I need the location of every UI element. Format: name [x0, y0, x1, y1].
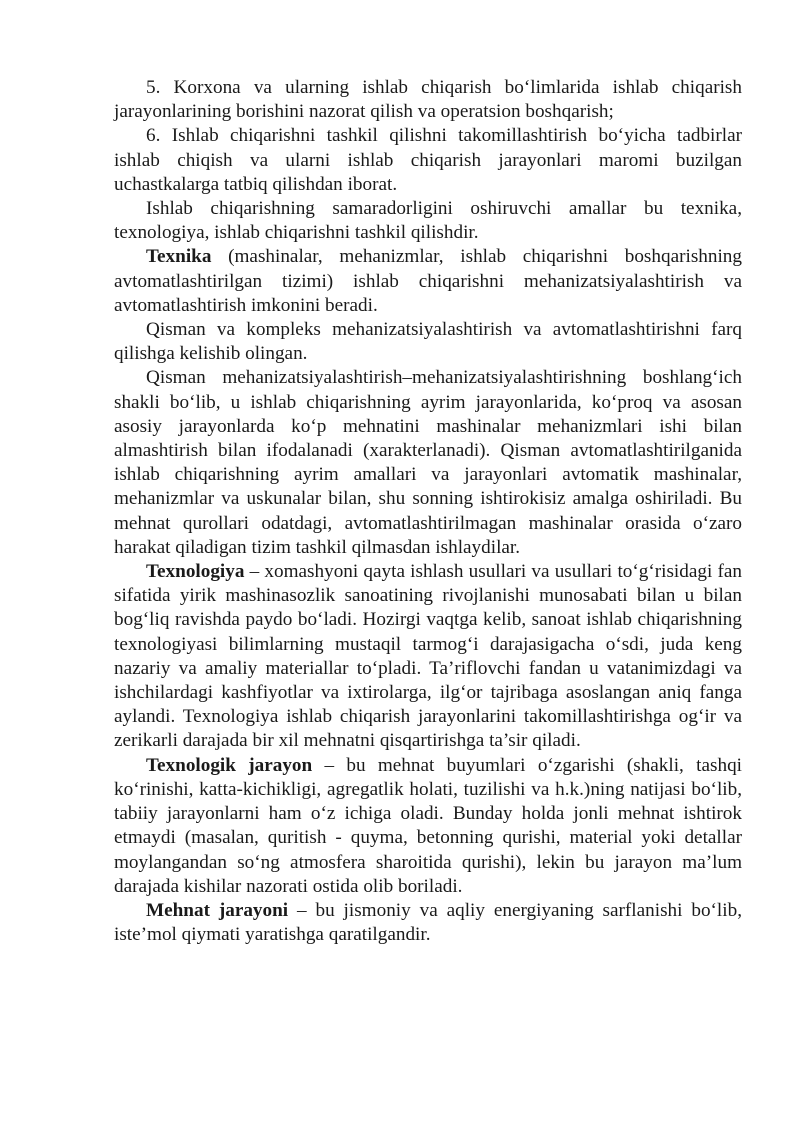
paragraph-text: – bu mehnat buyumlari o‘zgarishi (shakli, tashqi ko‘rinishi, katta-kichikligi, agregatlik holati, tuzilishi va h.k.)ning natijasi bo‘lib, tabiiy jarayonlarni ham o‘z ichiga oladi. Bunday holda jonli mehnat ishtirok etmaydi (masalan, quritish - quyma, betonning qurishi, material yoki detallar moylangandan so‘ng atmosfera sharoitida qurishi), lekin bu jarayon ma’lum darajada kishilar nazorati ostida olib boriladi.	[114, 754, 742, 897]
paragraph-text: Qisman va kompleks mehanizatsiyalashtirish va avtomatlashtirishni farq qilishga kelishib olingan.	[114, 319, 742, 365]
paragraph-texnologik-jarayon	[114, 754, 742, 899]
paragraph-5	[114, 318, 742, 366]
term-texnologik-jarayon: Texnologik jarayon	[146, 754, 313, 776]
paragraph-text: 6. Ishlab chiqarishni tashkil qilishni takomillashtirish bo‘yicha tadbirlar ishlab chiqish va ularni ishlab chiqarish jarayonlari maromi buzilgan uchastkalarga tatbiq qilishdan iborat.	[114, 125, 742, 195]
paragraph-text: (mashinalar, mehanizmlar, ishlab chiqarishni boshqarishning avtomatlashtirilgan tizimi) ishlab chiqarishni mehanizatsiyalashtirish va avtomatlashtirish imkonini beradi.	[114, 246, 742, 316]
term-texnologiya: Texnologiya	[146, 561, 245, 583]
paragraph-text: Ishlab chiqarishning samaradorligini oshiruvchi amallar bu texnika, texnologiya, ishlab chiqarishni tashkil qilishdir.	[114, 198, 742, 244]
paragraph-texnologiya	[114, 560, 742, 754]
paragraph-texnika	[114, 245, 742, 318]
term-texnika: Texnika	[146, 246, 212, 268]
paragraph-text: – xomashyoni qayta ishlash usullari va usullari to‘g‘risidagi fan sifatida yirik mashinasozlik sanoatining rivojlanishi munosabati bilan u bilan bog‘liq ravishda paydo bo‘ladi. Hozirgi vaqtga kelib, sanoat ishlab chiqarishning texnologiyasi bilimlarning mustaqil tarmog‘i darajasigacha o‘sdi, juda keng nazariy va amaliy materiallar to‘pladi. Ta’riflovchi fandan u vatanimizdagi va ishchilardagi kashfiyotlar va ixtirolarga, ilg‘or tajribaga asoslangan aniq fanga aylandi. Texnologiya ishlab chiqarish jarayonlarini takomillashtirishga og‘ir va zerikarli darajada bir xil mehnatni qisqartirishga ta’sir qiladi.	[114, 561, 742, 752]
paragraph-mehnat-jarayoni	[114, 899, 742, 947]
paragraph-6	[114, 366, 742, 560]
paragraph-3	[114, 197, 742, 245]
paragraph-2	[114, 124, 742, 197]
page-body	[114, 76, 742, 947]
paragraph-text: 5. Korxona va ularning ishlab chiqarish bo‘limlarida ishlab chiqarish jarayonlarining borishini nazorat qilish va operatsion boshqarish;	[114, 77, 742, 123]
paragraph-text: – bu jismoniy va aqliy energiyaning sarflanishi bo‘lib, iste’mol qiymati yaratishga qaratilgandir.	[114, 899, 742, 946]
paragraph-text: Qisman mehanizatsiyalashtirish–mehanizatsiyalashtirishning boshlang‘ich shakli bo‘lib, u ishlab chiqarishning ayrim jarayonlarida, ko‘proq va asosan asosiy jarayonlarda ko‘p mehnatini mashinalar mehanizmlari ishi bilan almashtirish bilan ifodalanadi (xarakterlanadi). Qisman avtomatlashtirilganida ishlab chiqarishning ayrim amallari va jarayonlari avtomatik mashinalar, mehanizmlar va uskunalar bilan, shu sonning ishtirokisiz amalga oshiriladi. Bu mehnat qurollari odatdagi, avtomatlashtirilmagan mashinalar orasida o‘zaro harakat qiladigan tizim tashkil qilmasdan ishlaydilar.	[114, 367, 742, 558]
term-mehnat-jarayoni: Mehnat jarayoni	[146, 899, 289, 921]
paragraph-1	[114, 76, 742, 124]
